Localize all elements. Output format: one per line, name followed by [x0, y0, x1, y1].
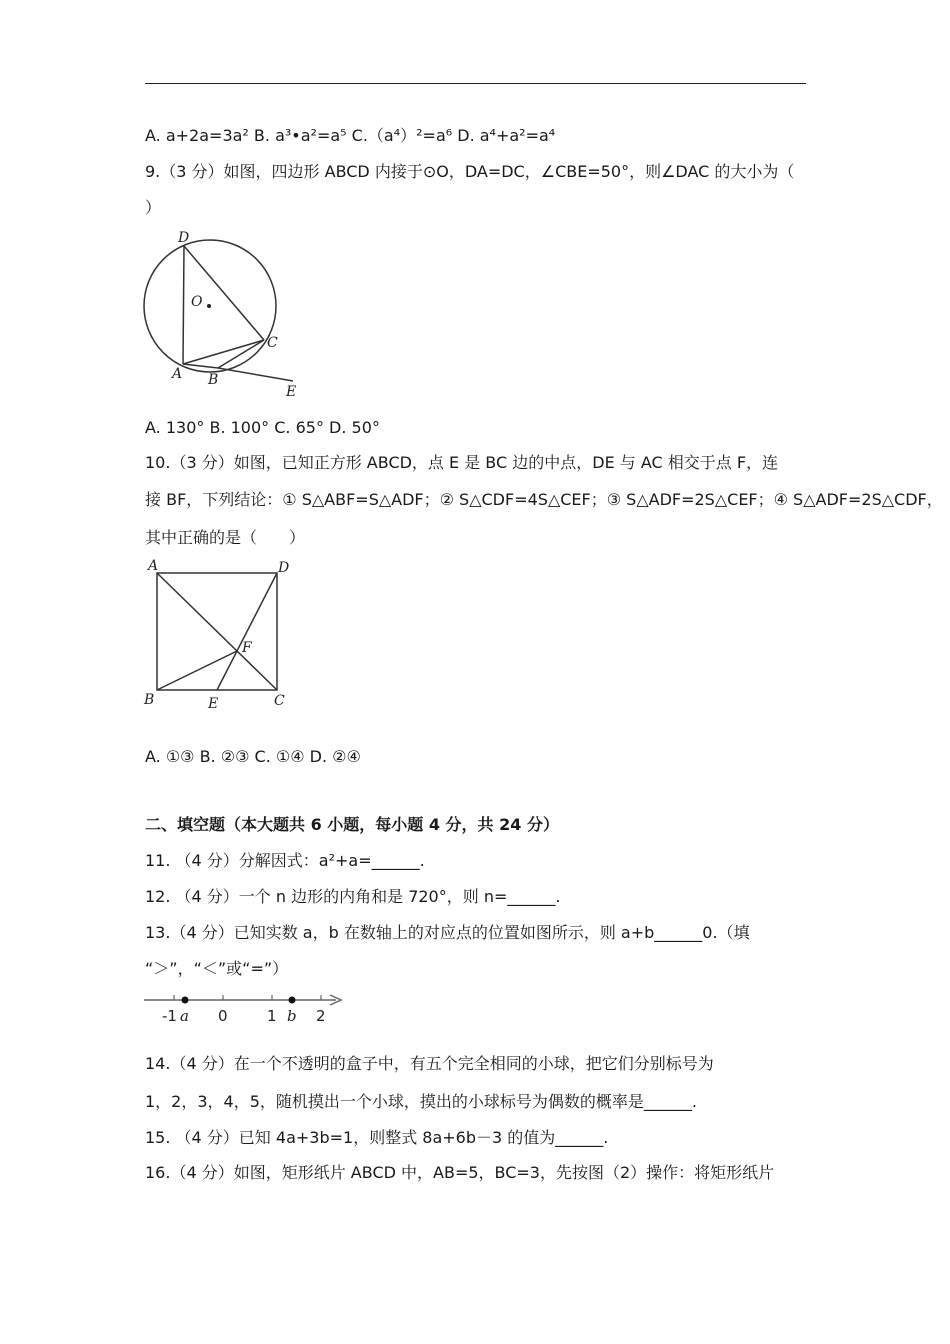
ray-be	[218, 368, 293, 381]
label-o: O	[191, 294, 203, 310]
q10-stem-line3: 其中正确的是（ ）	[145, 528, 306, 547]
tick-label-1: 1	[267, 1007, 277, 1025]
point-a	[182, 997, 189, 1004]
label-e: E	[286, 384, 297, 400]
q9-stem-line1: 9.（3 分）如图，四边形 ABCD 内接于⊙O，DA=DC，∠CBE=50°，则∠DAC 的大小为（	[145, 162, 795, 181]
label-d: D	[178, 230, 190, 246]
tick-label-neg1: -1	[162, 1007, 177, 1025]
q14-stem-line2: 1，2，3，4，5，随机摸出一个小球，摸出的小球标号为偶数的概率是______.	[145, 1092, 697, 1111]
segment-bf	[157, 651, 237, 690]
label-f: F	[242, 640, 252, 656]
label-a: A	[172, 366, 183, 382]
label-a: A	[148, 558, 159, 574]
q10-stem-line1: 10.（3 分）如图，已知正方形 ABCD，点 E 是 BC 边的中点，DE 与 AC 相交于点 F，连	[145, 453, 779, 472]
q10-options: A. ①③ B. ②③ C. ①④ D. ②④	[145, 747, 361, 766]
q13-number-line	[140, 990, 350, 1026]
section-2-title: 二、填空题（本大题共 6 小题，每小题 4 分，共 24 分）	[145, 815, 559, 834]
label-e: E	[208, 696, 219, 712]
label-c: C	[267, 335, 278, 351]
label-b: B	[144, 692, 155, 708]
label-b: B	[208, 372, 219, 388]
q13-stem-line2: “＞”，“＜”或“=”）	[145, 959, 289, 978]
q15: 15. （4 分）已知 4a+3b=1，则整式 8a+6b－3 的值为______.	[145, 1128, 609, 1147]
label-d: D	[278, 560, 290, 576]
tick-label-0: 0	[218, 1007, 228, 1025]
q12: 12. （4 分）一个 n 边形的内角和是 720°，则 n=______.	[145, 887, 561, 906]
segment-ac	[183, 340, 264, 364]
q10-stem-line2: 接 BF，下列结论：① S△ABF=S△ADF；② S△CDF=4S△CEF；③ S△ADF=2S△CEF；④ S△ADF=2S△CDF，	[145, 490, 943, 509]
segment-ab	[183, 364, 218, 368]
q16-stem-line1: 16.（4 分）如图，矩形纸片 ABCD 中，AB=5，BC=3，先按图（2）操作：将矩形纸片	[145, 1163, 775, 1182]
segment-de	[217, 573, 277, 690]
q8-options: A. a+2a=3a² B. a³•a²=a⁵ C.（a⁴）²=a⁶ D. a⁴+a²=a⁴	[145, 126, 556, 145]
q11: 11. （4 分）分解因式：a²+a=______.	[145, 851, 425, 870]
q13-stem-line1: 13.（4 分）已知实数 a，b 在数轴上的对应点的位置如图所示，则 a+b______0.（填	[145, 923, 750, 942]
q9-circle-figure	[135, 228, 315, 400]
label-c: C	[274, 693, 285, 709]
q10-square-figure	[140, 556, 300, 712]
header-rule	[145, 83, 806, 84]
diagonal-ac	[157, 573, 277, 690]
point-label-a: a	[180, 1007, 189, 1025]
point-label-b: b	[287, 1007, 297, 1025]
center-point	[207, 304, 211, 308]
segment-dc	[184, 246, 264, 340]
segment-da	[183, 246, 184, 364]
q9-stem-line2: ）	[145, 198, 162, 217]
q14-stem-line1: 14.（4 分）在一个不透明的盒子中，有五个完全相同的小球，把它们分别标号为	[145, 1054, 714, 1073]
q9-options: A. 130° B. 100° C. 65° D. 50°	[145, 418, 380, 437]
point-b	[289, 997, 296, 1004]
tick-label-2: 2	[316, 1007, 326, 1025]
